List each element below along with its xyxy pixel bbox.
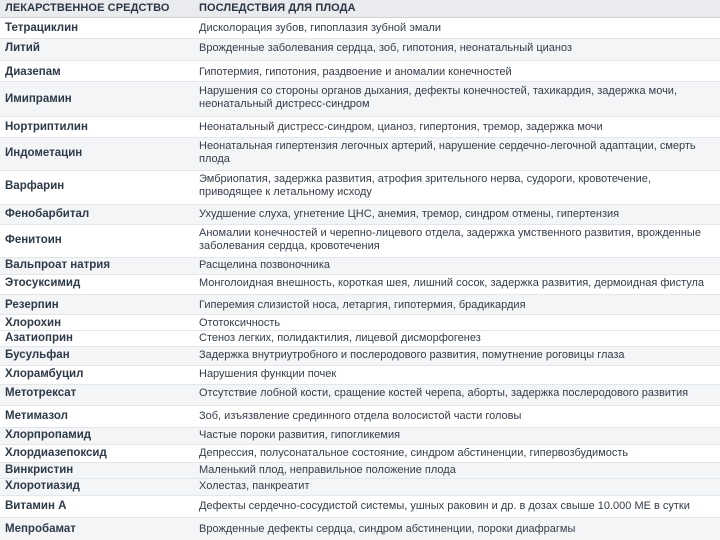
table-row bbox=[0, 445, 720, 463]
drug-name: Этосуксимид bbox=[5, 277, 81, 289]
table-row bbox=[0, 18, 720, 39]
drug-name: Хлорпропамид bbox=[5, 429, 92, 441]
drug-name: Витамин А bbox=[5, 500, 67, 512]
fetal-effects: Ототоксичность bbox=[199, 317, 281, 329]
drug-name: Винкристин bbox=[5, 464, 74, 476]
fetal-effects: Расщелина позвоночника bbox=[199, 259, 330, 271]
drug-name: Метотрексат bbox=[5, 387, 77, 399]
fetal-effects: Монголоидная внешность, короткая шея, лишний сосок, задержка развития, дермоидная фистула bbox=[199, 277, 705, 289]
drug-name: Бусульфан bbox=[5, 349, 70, 361]
table-header bbox=[0, 0, 720, 18]
fetal-effects: Депрессия, полусонатальное состояние, синдром абстиненции, гипервозбудимость bbox=[199, 447, 629, 459]
fetal-effects: Частые пороки развития, гипогликемия bbox=[199, 429, 401, 441]
drug-name: Хлорамбуцил bbox=[5, 368, 84, 380]
table-row bbox=[0, 82, 720, 117]
table-row bbox=[0, 496, 720, 518]
drug-name: Хлоротиазид bbox=[5, 480, 80, 492]
fetal-effects: Нарушения со стороны органов дыхания, дефекты конечностей, тахикардия, задержка мочи, неонатальный дистресс-синдром bbox=[199, 85, 678, 110]
table-row bbox=[0, 171, 720, 205]
table-row bbox=[0, 258, 720, 275]
header-effects: ПОСЛЕДСТВИЯ ДЛЯ ПЛОДА bbox=[199, 2, 356, 14]
fetal-effects: Холестаз, панкреатит bbox=[199, 480, 310, 492]
drug-name: Вальпроат натрия bbox=[5, 259, 111, 271]
drug-name: Литий bbox=[5, 42, 40, 54]
table-row bbox=[0, 331, 720, 347]
fetal-effects: Эмбриопатия, задержка развития, атрофия зрительного нерва, судороги, кровотечение, приводящее к летальному исходу bbox=[199, 173, 651, 198]
table-row bbox=[0, 479, 720, 496]
drug-name: Нортриптилин bbox=[5, 121, 88, 133]
drug-name: Резерпин bbox=[5, 299, 59, 311]
header-drug: ЛЕКАРСТВЕННОЕ СРЕДСТВО bbox=[5, 2, 170, 14]
table-row bbox=[0, 366, 720, 385]
fetal-effects: Гиперемия слизистой носа, летаргия, гипотермия, брадикардия bbox=[199, 299, 526, 311]
fetal-effects: Нарушения функции почек bbox=[199, 368, 337, 380]
fetal-effects: Врожденные дефекты сердца, синдром абстиненции, пороки диафрагмы bbox=[199, 523, 576, 535]
table-row bbox=[0, 39, 720, 61]
drug-name: Тетрациклин bbox=[5, 22, 79, 34]
fetal-effects: Дефекты сердечно-сосудистой системы, ушных раковин и др. в дозах свыше 10.000 МЕ в сутки bbox=[199, 500, 690, 512]
fetal-effects: Задержка внутриутробного и послеродового развития, помутнение роговицы глаза bbox=[199, 349, 625, 361]
table-row bbox=[0, 347, 720, 366]
table-row bbox=[0, 463, 720, 479]
fetal-effects: Дисколорация зубов, гипоплазия зубной эмали bbox=[199, 22, 442, 34]
fetal-effects: Ухудшение слуха, угнетение ЦНС, анемия, тремор, синдром отмены, гипертензия bbox=[199, 208, 620, 220]
drug-name: Фенобарбитал bbox=[5, 208, 90, 220]
drug-name: Хлорохин bbox=[5, 317, 62, 329]
fetal-effects: Врожденные заболевания сердца, зоб, гипотония, неонатальный цианоз bbox=[199, 42, 573, 54]
fetal-effects: Аномалии конечностей и черепно-лицевого отдела, задержка умственного развития, врожденные заболевания сердца, кровотечения bbox=[199, 227, 701, 252]
drug-name: Диазепам bbox=[5, 66, 61, 78]
drug-name: Фенитоин bbox=[5, 234, 62, 246]
table-row bbox=[0, 61, 720, 82]
fetal-effects: Зоб, изъязвление срединного отдела волосистой части головы bbox=[199, 410, 522, 422]
table-row bbox=[0, 275, 720, 295]
table-row bbox=[0, 205, 720, 225]
fetal-effects: Неонатальный дистресс-синдром, цианоз, гипертония, тремор, задержка мочи bbox=[199, 121, 603, 133]
drug-name: Азатиоприн bbox=[5, 332, 73, 344]
table-row bbox=[0, 406, 720, 428]
drug-name: Варфарин bbox=[5, 180, 65, 192]
drug-name: Индометацин bbox=[5, 147, 83, 159]
drug-name: Имипрамин bbox=[5, 93, 72, 105]
table-row bbox=[0, 315, 720, 331]
fetal-effects: Гипотермия, гипотония, раздвоение и аномалии конечностей bbox=[199, 66, 512, 78]
fetal-effects: Стеноз легких, полидактилия, лицевой дисморфогенез bbox=[199, 332, 481, 344]
drug-name: Мепробамат bbox=[5, 523, 76, 535]
fetal-effects: Маленький плод, неправильное положение плода bbox=[199, 464, 456, 476]
fetal-effects: Неонатальная гипертензия легочных артерий, нарушение сердечно-легочной адаптации, смерть плода bbox=[199, 140, 696, 165]
table-row bbox=[0, 518, 720, 540]
drug-name: Хлордиазепоксид bbox=[5, 447, 107, 459]
table-row bbox=[0, 385, 720, 406]
table-row bbox=[0, 225, 720, 258]
drug-name: Метимазол bbox=[5, 410, 68, 422]
table-row bbox=[0, 295, 720, 315]
table-row bbox=[0, 428, 720, 445]
fetal-effects: Отсутствие лобной кости, сращение костей черепа, аборты, задержка послеродового развития bbox=[199, 387, 689, 399]
table-row bbox=[0, 138, 720, 171]
table-row bbox=[0, 117, 720, 138]
